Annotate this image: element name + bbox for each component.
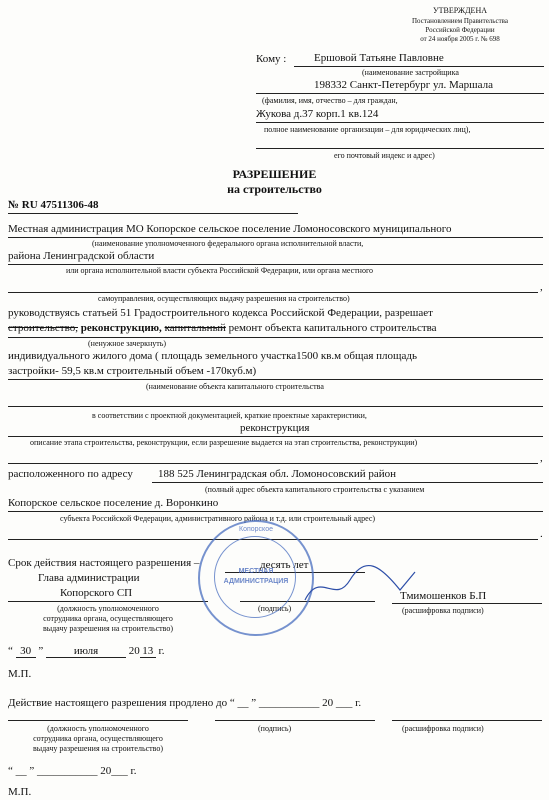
date-suffix: г. — [158, 645, 165, 657]
body-line-2-rest: ремонт объекта капитального строительства — [228, 322, 437, 334]
official-stamp — [198, 520, 314, 636]
stamp-ring-text: Копорское — [239, 526, 273, 533]
date-year: 13 — [140, 645, 156, 658]
to-label: Кому : — [256, 53, 287, 65]
signature-scribble — [300, 560, 420, 610]
date-quote-close: ” — [38, 645, 44, 657]
approved-line-1: Постановлением Правительства — [412, 17, 508, 25]
body-line-1: руководствуясь статьей 51 Градостроительного кодекса Российской Федерации, разрешает — [8, 307, 433, 319]
authority-line-2: района Ленинградской области — [8, 250, 155, 262]
developer-caption: (наименование застройщика — [362, 68, 459, 77]
position-caption-3: выдачу разрешения на строительство) — [42, 624, 174, 633]
signer-position-1: Глава администрации — [38, 572, 140, 584]
location-caption-1: (полный адрес объекта капитального строительства с указанием — [205, 485, 425, 494]
person-caption: (фамилия, имя, отчество – для граждан, — [262, 96, 398, 105]
location-dot: . — [540, 528, 543, 540]
word-construction: строительство, — [8, 322, 78, 334]
validity-label: Срок действия настоящего разрешения – — [8, 557, 200, 569]
project-caption: в соответствии с проектной документацией, краткие проектные характеристики, — [92, 411, 367, 420]
approved-line-3: от 24 ноября 2005 г. № 698 — [420, 35, 500, 43]
stamp-center-1: МЕСТНАЯ — [238, 568, 274, 575]
extension-label: Действие настоящего разрешения продлено до “ __ ” ___________ 20 ___ г. — [8, 697, 362, 709]
word-reconstruction: реконструкцию, — [80, 322, 162, 334]
ext-name-caption: (расшифровка подписи) — [402, 724, 484, 733]
body-comma: , — [540, 452, 543, 464]
stage-caption: описание этапа строительства, реконструкции, если разрешение выдается на этап строительства, реконструкции) — [30, 438, 418, 447]
ext-position-caption-1: (должность уполномоченного — [47, 724, 149, 733]
object-line-2: застройки- 59,5 кв.м строительный объем -170куб.м) — [8, 365, 257, 377]
authority-caption-2: или органа исполнительной власти субъекта Российской Федерации, или органа местного — [66, 266, 374, 275]
approved-title: УТВЕРЖДЕНА — [432, 6, 487, 15]
date-year-prefix: 20 — [128, 645, 140, 657]
mp-2: М.П. — [8, 786, 32, 798]
ext-sign-caption: (подпись) — [258, 724, 292, 733]
doc-subtitle: на строительство — [227, 182, 322, 196]
strike-caption: (ненужное зачеркнуть) — [88, 339, 167, 348]
recipient-address: 198332 Санкт-Петербург ул. Маршала — [314, 79, 493, 91]
approved-line-2: Российской Федерации — [425, 26, 495, 34]
ext-position-caption-3: выдачу разрешения на строительство) — [32, 744, 164, 753]
object-caption: (наименование объекта капитального строительства — [146, 382, 324, 391]
name-caption: (расшифровка подписи) — [402, 606, 484, 615]
position-caption-2: сотрудника органа, осуществляющего — [43, 614, 173, 623]
signer-name: Тмимошенков Б.П — [400, 590, 487, 602]
permit-number: № RU 47511306-48 — [8, 199, 99, 211]
ext-position-caption-2: сотрудника органа, осуществляющего — [33, 734, 163, 743]
recipient-name: Ершовой Татьяне Павловне — [314, 52, 444, 64]
date-day: 30 — [16, 645, 36, 658]
recipient-address-2: Жукова д.37 корп.1 кв.124 — [256, 108, 379, 120]
date-month: июля — [46, 645, 126, 658]
stage-value: реконструкция — [240, 422, 310, 434]
postal-caption: его почтовый индекс и адрес) — [334, 151, 435, 160]
sign-caption: (подпись) — [258, 604, 292, 613]
position-caption-1: (должность уполномоченного — [57, 604, 159, 613]
doc-title: РАЗРЕШЕНИЕ — [232, 167, 317, 181]
location-value-1: 188 525 Ленинградская обл. Ломоносовский район — [158, 468, 396, 480]
authority-line-1: Местная администрация МО Копорское сельское поселение Ломоносовского муниципального — [8, 223, 452, 235]
authority-comma: , — [540, 281, 543, 293]
validity-value: десять лет — [260, 559, 309, 571]
location-caption-2: субъекта Российской Федерации, административного района и т.д. или строительный адрес) — [60, 514, 376, 523]
signer-position-2: Копорского СП — [60, 587, 133, 599]
mp-1: М.П. — [8, 668, 32, 680]
location-label: расположенного по адресу — [8, 468, 133, 480]
date-quote-open: “ — [8, 645, 13, 657]
authority-caption-3: самоуправления, осуществляющих выдачу разрешения на строительство) — [98, 294, 350, 303]
location-value-2: Копорское сельское поселение д. Воронкино — [8, 497, 219, 509]
stamp-center-2: АДМИНИСТРАЦИЯ — [223, 578, 289, 585]
org-caption: полное наименование организации – для юридических лиц), — [264, 125, 471, 134]
word-capital: капитальный — [164, 322, 226, 334]
authority-caption-1: (наименование уполномоченного федерального органа исполнительной власти, — [92, 239, 364, 248]
ext-date: “ __ ” ___________ 20___ г. — [8, 765, 137, 777]
object-line-1: индивидуального жилого дома ( площадь земельного участка1500 кв.м общая площадь — [8, 350, 417, 362]
